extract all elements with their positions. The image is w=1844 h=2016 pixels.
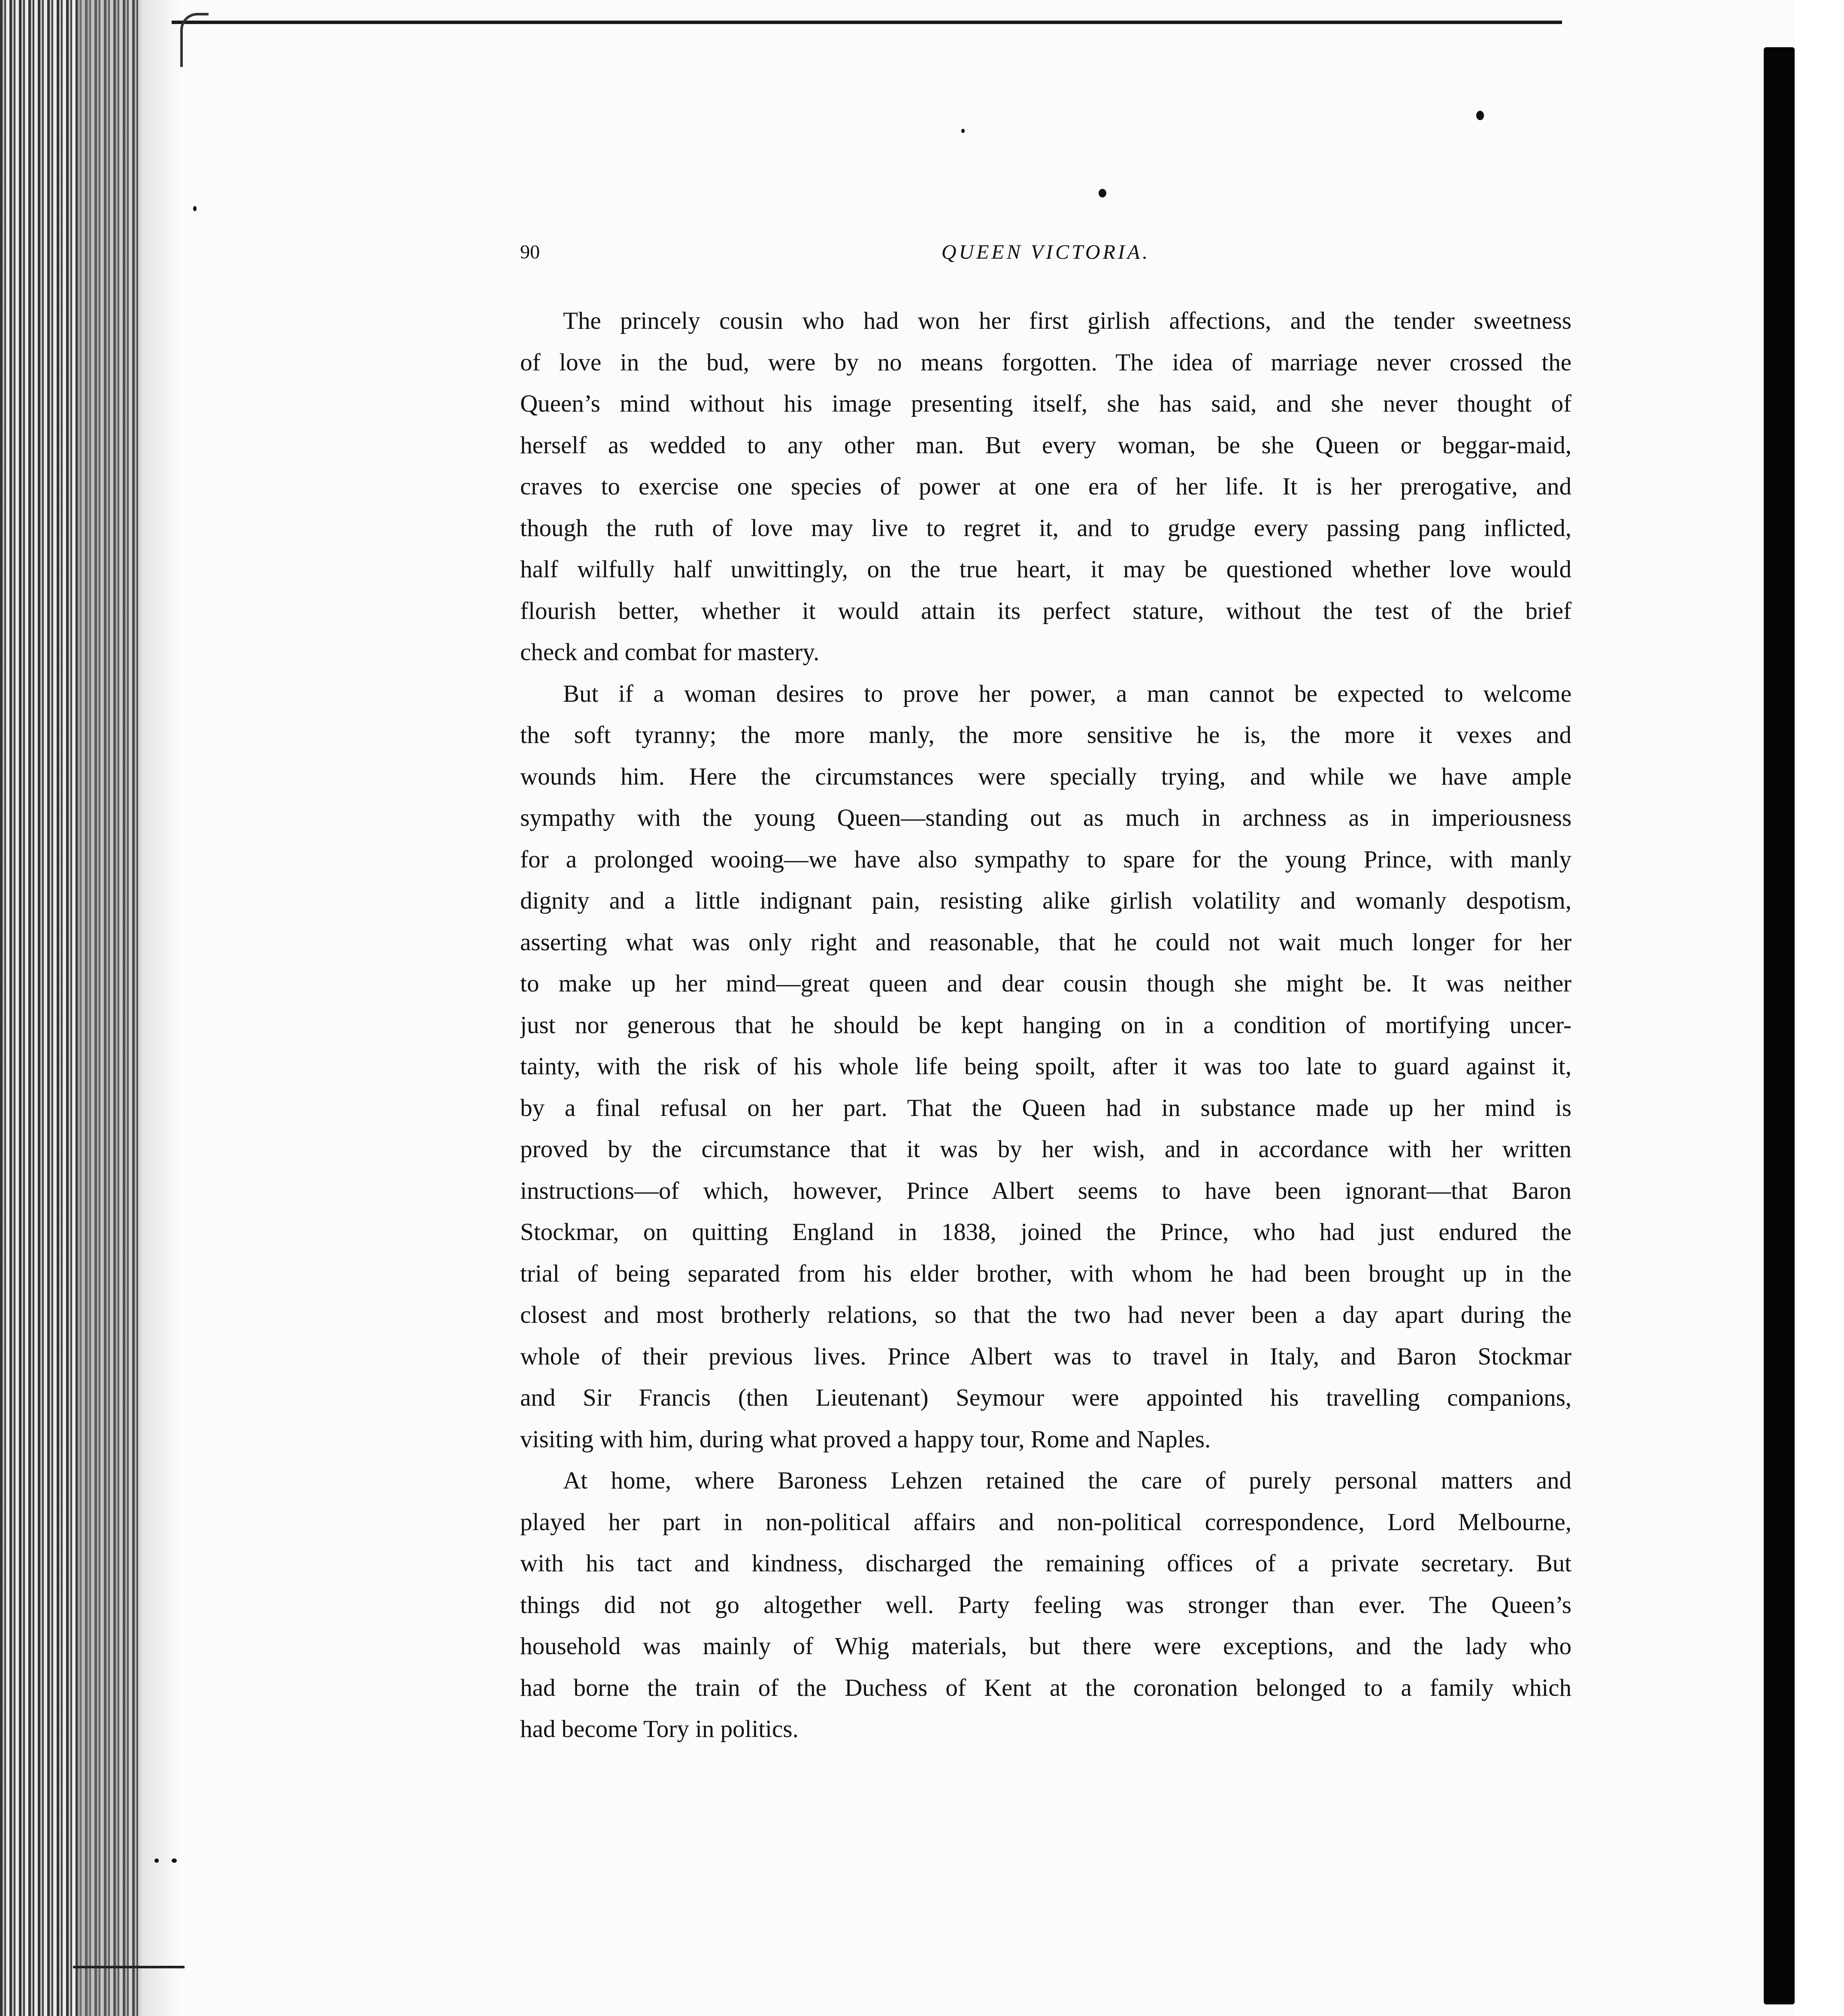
text-line: sympathy with the young Queen—standing out as much in archness as in imperiousness <box>520 804 1571 831</box>
text-line: for a prolonged wooing—we have also sympathy to spare for the young Prince, with manly <box>520 846 1571 873</box>
text-line: half wilfully half unwittingly, on the true heart, it may be questioned whether love would <box>520 556 1571 583</box>
text-line: just nor generous that he should be kept hanging on in a condition of mortifying uncer- <box>520 1011 1571 1039</box>
page-number: 90 <box>520 241 540 263</box>
text-line: Stockmar, on quitting England in 1838, joined the Prince, who had just endured the <box>520 1219 1571 1246</box>
text-line: had borne the train of the Duchess of Kent at the coronation belonged to a family which <box>520 1674 1571 1701</box>
text-line: wounds him. Here the circumstances were specially trying, and while we have ample <box>520 763 1571 790</box>
text-line: trial of being separated from his elder brother, with whom he had been brought up in the <box>520 1260 1571 1287</box>
text-line: visiting with him, during what proved a happy tour, Rome and Naples. <box>520 1425 1211 1453</box>
text-line: At home, where Baroness Lehzen retained the care of purely personal matters and <box>563 1467 1571 1494</box>
scan-speck <box>1099 189 1106 197</box>
right-edge-margin <box>1795 0 1844 2016</box>
body-text <box>520 300 1571 1750</box>
text-line: asserting what was only right and reasonable, that he could not wait much longer for her <box>520 928 1571 956</box>
text-line: though the ruth of love may live to regret it, and to grudge every passing pang inflicted, <box>520 514 1571 542</box>
text-line: closest and most brotherly relations, so that the two had never been a day apart during the <box>520 1301 1571 1328</box>
text-line: herself as wedded to any other man. But every woman, be she Queen or beggar-maid, <box>520 431 1571 459</box>
paragraph <box>520 1460 1571 1750</box>
text-line: flourish better, whether it would attain its perfect stature, without the test of the brief <box>520 597 1571 625</box>
text-line: Queen’s mind without his image presenting itself, she has said, and she never thought of <box>520 390 1571 417</box>
text-line: by a final refusal on her part. That the Queen had in substance made up her mind is <box>520 1094 1571 1122</box>
bottom-edge-rule <box>73 1966 185 1968</box>
text-line: whole of their previous lives. Prince Albert was to travel in Italy, and Baron Stockmar <box>520 1343 1571 1370</box>
binding-fade <box>77 0 180 2016</box>
scan-speck <box>172 1858 177 1863</box>
paragraph <box>520 673 1571 1461</box>
scan-speck <box>961 129 965 133</box>
text-line: with his tact and kindness, discharged the remaining offices of a private secretary. But <box>520 1550 1571 1577</box>
scan-speck <box>193 206 197 211</box>
text-line: things did not go altogether well. Party feeling was stronger than ever. The Queen’s <box>520 1591 1571 1619</box>
text-line: the soft tyranny; the more manly, the more sensitive he is, the more it vexes and <box>520 722 1571 749</box>
right-edge-band <box>1764 47 1795 2004</box>
text-line: household was mainly of Whig materials, but there were exceptions, and the lady who <box>520 1633 1571 1660</box>
scan-speck <box>154 1858 159 1863</box>
text-line: instructions—of which, however, Prince Albert seems to have been ignorant—that Baron <box>520 1177 1571 1204</box>
text-line: and Sir Francis (then Lieutenant) Seymour were appointed his travelling companions, <box>520 1384 1571 1411</box>
text-line: dignity and a little indignant pain, resisting alike girlish volatility and womanly despotism, <box>520 887 1571 914</box>
running-head <box>520 240 1571 275</box>
scan-speck <box>1476 111 1484 120</box>
text-line: to make up her mind—great queen and dear cousin though she might be. It was neither <box>520 970 1571 997</box>
text-line: check and combat for mastery. <box>520 639 820 666</box>
text-line: craves to exercise one species of power at one era of her life. It is her prerogative, and <box>520 473 1571 500</box>
top-edge-rule <box>172 21 1562 24</box>
text-line: had become Tory in politics. <box>520 1716 799 1743</box>
text-line: But if a woman desires to prove her power, a man cannot be expected to welcome <box>563 680 1571 707</box>
text-line: proved by the circumstance that it was by her wish, and in accordance with her written <box>520 1136 1571 1163</box>
text-line: The princely cousin who had won her first girlish affections, and the tender sweetness <box>563 307 1571 334</box>
text-line: played her part in non-political affairs and non-political correspondence, Lord Melbourne, <box>520 1508 1571 1536</box>
text-line: of love in the bud, were by no means forgotten. The idea of marriage never crossed the <box>520 349 1571 376</box>
top-edge-curl <box>180 13 209 67</box>
paragraph <box>520 300 1571 673</box>
text-line: tainty, with the risk of his whole life being spoilt, after it was too late to guard against it, <box>520 1053 1571 1080</box>
header-title: QUEEN VICTORIA. <box>941 241 1151 264</box>
